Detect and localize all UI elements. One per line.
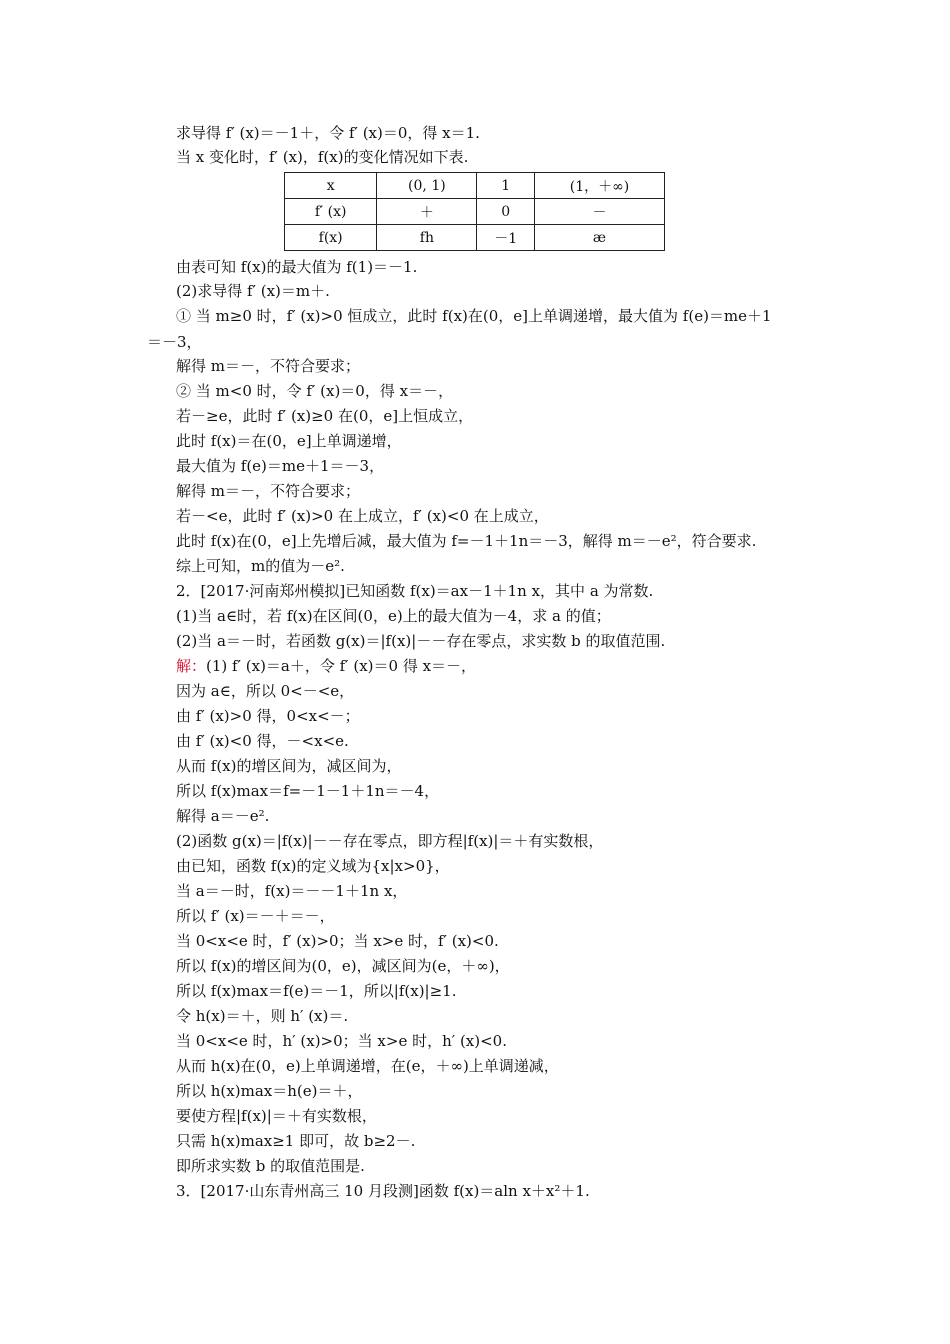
text-line: (2)函数 g(x)＝|f(x)|－－存在零点，即方程|f(x)|＝＋有实数根，	[176, 832, 604, 850]
text-line: 当 a＝－时，f(x)＝－－1＋1n x，	[176, 882, 408, 900]
text-line: 由 f′ (x)>0 得，0<x<－；	[176, 707, 360, 725]
text-line: 此时 f(x)在(0，e]上先增后减，最大值为 f=－1＋1n＝－3，解得 m＝－e²，符合要求.	[176, 532, 757, 550]
text-line: 令 h(x)＝＋，则 h′ (x)＝.	[176, 1007, 349, 1025]
table-cell: x	[285, 173, 377, 199]
text-line: 所以 f′ (x)＝－＋＝－，	[176, 907, 335, 925]
text-line: 由 f′ (x)<0 得，－<x<e.	[176, 732, 349, 750]
text-line: 解得 m＝－，不符合要求；	[176, 357, 360, 375]
problem-statement: 3．[2017·山东青州高三 10 月段测]函数 f(x)＝aln x＋x²＋1.	[176, 1182, 590, 1200]
problem-statement: 2．[2017·河南郑州模拟]已知函数 f(x)＝ax－1＋1n x，其中 a 为常数.	[176, 582, 654, 600]
text-line: 当 0<x<e 时，f′ (x)>0；当 x>e 时，f′ (x)<0.	[176, 932, 499, 950]
text-line: 此时 f(x)＝在(0，e]上单调递增，	[176, 432, 402, 450]
text-line: 从而 h(x)在(0，e)上单调递增，在(e，＋∞)上单调递减，	[176, 1057, 559, 1075]
table-cell: ＋	[377, 199, 477, 225]
text-line: 即所求实数 b 的取值范围是.	[176, 1157, 365, 1175]
text-line: 所以 h(x)max＝h(e)＝＋，	[176, 1082, 363, 1100]
solution-line	[176, 656, 476, 676]
table-cell: f(x)	[285, 225, 377, 251]
table-cell: (1，＋∞)	[535, 173, 665, 199]
text-line: 由表可知 f(x)的最大值为 f(1)＝－1.	[176, 258, 418, 276]
table-row	[285, 225, 665, 251]
text-line: 所以 f(x)max＝f(e)＝－1，所以|f(x)|≥1.	[176, 982, 457, 1000]
table-row	[285, 199, 665, 225]
text-line: ② 当 m<0 时，令 f′ (x)＝0，得 x＝－，	[176, 382, 454, 400]
text-line: 所以 f(x)的增区间为(0，e)，减区间为(e，＋∞)，	[176, 957, 510, 975]
text-line: (1)当 a∈时，若 f(x)在区间(0，e)上的最大值为－4，求 a 的值；	[176, 607, 611, 625]
table-cell: －	[535, 199, 665, 225]
solution-label: 解：	[176, 657, 207, 675]
variation-table	[284, 172, 665, 251]
text-line: (2)求导得 f′ (x)＝m＋.	[176, 282, 330, 300]
table-cell: æ	[535, 225, 665, 251]
table-cell: 1	[477, 173, 535, 199]
text-line: 所以 f(x)max＝f=－1－1＋1n＝－4，	[176, 782, 440, 800]
text-line: 若－<e，此时 f′ (x)>0 在上成立，f′ (x)<0 在上成立，	[176, 507, 549, 525]
solution-text: (1) f′ (x)＝a＋，令 f′ (x)＝0 得 x＝－，	[206, 657, 477, 675]
text-line: 解得 m＝－，不符合要求；	[176, 482, 360, 500]
text-line: 只需 h(x)max≥1 即可，故 b≥2－.	[176, 1132, 416, 1150]
text-line: 因为 a∈，所以 0<－<e，	[176, 682, 355, 700]
text-line: 由已知，函数 f(x)的定义域为{x|x>0}，	[176, 857, 450, 875]
table-cell: (0, 1)	[377, 173, 477, 199]
text-line: ＝－3，	[147, 333, 202, 351]
table-cell: fh	[377, 225, 477, 251]
text-line: 最大值为 f(e)＝me＋1＝－3，	[176, 457, 385, 475]
text-line: 从而 f(x)的增区间为，减区间为，	[176, 757, 402, 775]
text-line: 当 0<x<e 时，h′ (x)>0；当 x>e 时，h′ (x)<0.	[176, 1032, 507, 1050]
table-cell: f′ (x)	[285, 199, 377, 225]
text-line: 解得 a＝－e².	[176, 807, 270, 825]
text-line: 求导得 f′ (x)＝－1＋，令 f′ (x)＝0，得 x＝1.	[176, 124, 480, 142]
text-line: 若－≥e，此时 f′ (x)≥0 在(0，e]上恒成立，	[176, 407, 474, 425]
table-cell: －1	[477, 225, 535, 251]
text-line: ① 当 m≥0 时，f′ (x)>0 恒成立，此时 f(x)在(0，e]上单调递增，最大值为 f(e)＝me＋1	[176, 307, 772, 325]
table-row	[285, 173, 665, 199]
text-line: (2)当 a＝－时，若函数 g(x)＝|f(x)|－－存在零点，求实数 b 的取值范围.	[176, 632, 666, 650]
text-line: 综上可知，m的值为－e².	[176, 557, 345, 575]
text-line: 当 x 变化时，f′ (x)，f(x)的变化情况如下表.	[176, 148, 469, 166]
text-line: 要使方程|f(x)|＝＋有实数根，	[176, 1107, 377, 1125]
table-cell: 0	[477, 199, 535, 225]
